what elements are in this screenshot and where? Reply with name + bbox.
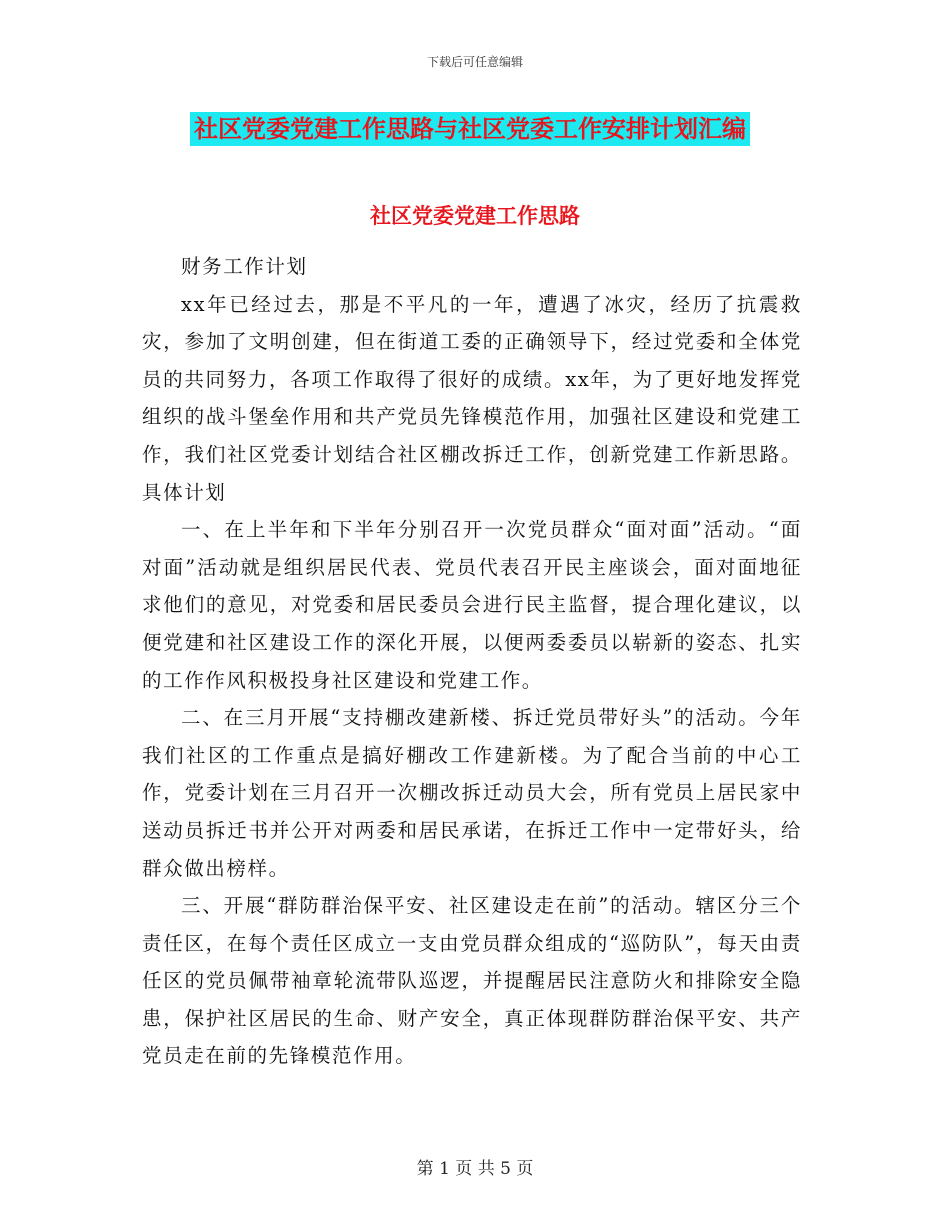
paragraph: 二、在三月开展“支持棚改建新楼、拆迁党员带好头”的活动。今年我们社区的工作重点是搞好棚改工作建新楼。为了配合当前的中心工作，党委计划在三月召开一次棚改拆迁动员大会，所有党员上居民家中送动员拆迁书并公开对两委和居民承诺，在拆迁工作中一定带好头，给群众做出榜样。 bbox=[142, 706, 802, 880]
page-number: 第 1 页 共 5 页 bbox=[416, 1159, 534, 1179]
document-body bbox=[142, 248, 802, 1075]
section-title: 社区党委党建工作思路 bbox=[370, 204, 580, 228]
page-header-note: 下载后可任意编辑 bbox=[426, 55, 523, 69]
paragraph-heading: 财务工作计划 bbox=[181, 255, 308, 278]
paragraph: 一、在上半年和下半年分别召开一次党员群众“面对面”活动。“面对面”活动就是组织居民代表、党员代表召开民主座谈会，面对面地征求他们的意见，对党委和居民委员会进行民主监督，提合理化建议，以便党建和社区建设工作的深化开展，以便两委委员以崭新的姿态、扎实的工作作风积极投身社区建设和党建工作。 bbox=[142, 518, 802, 692]
paragraph: 三、开展“群防群治保平安、社区建设走在前”的活动。辖区分三个责任区，在每个责任区成立一支由党员群众组成的“巡防队”，每天由责任区的党员佩带袖章轮流带队巡逻，并提醒居民注意防火和排除安全隐患，保护社区居民的生命、财产安全，真正体现群防群治保平安、共产党员走在前的先锋模范作用。 bbox=[142, 894, 802, 1068]
document-title: 社区党委党建工作思路与社区党委工作安排计划汇编 bbox=[190, 112, 750, 146]
paragraph: xx年已经过去，那是不平凡的一年，遭遇了冰灾，经历了抗震救灾，参加了文明创建，但在街道工委的正确领导下，经过党委和全体党员的共同努力，各项工作取得了很好的成绩。xx年，为了更好地发挥党组织的战斗堡垒作用和共产党员先锋模范作用，加强社区建设和党建工作，我们社区党委计划结合社区棚改拆迁工作，创新党建工作新思路。具体计划 bbox=[142, 292, 802, 504]
